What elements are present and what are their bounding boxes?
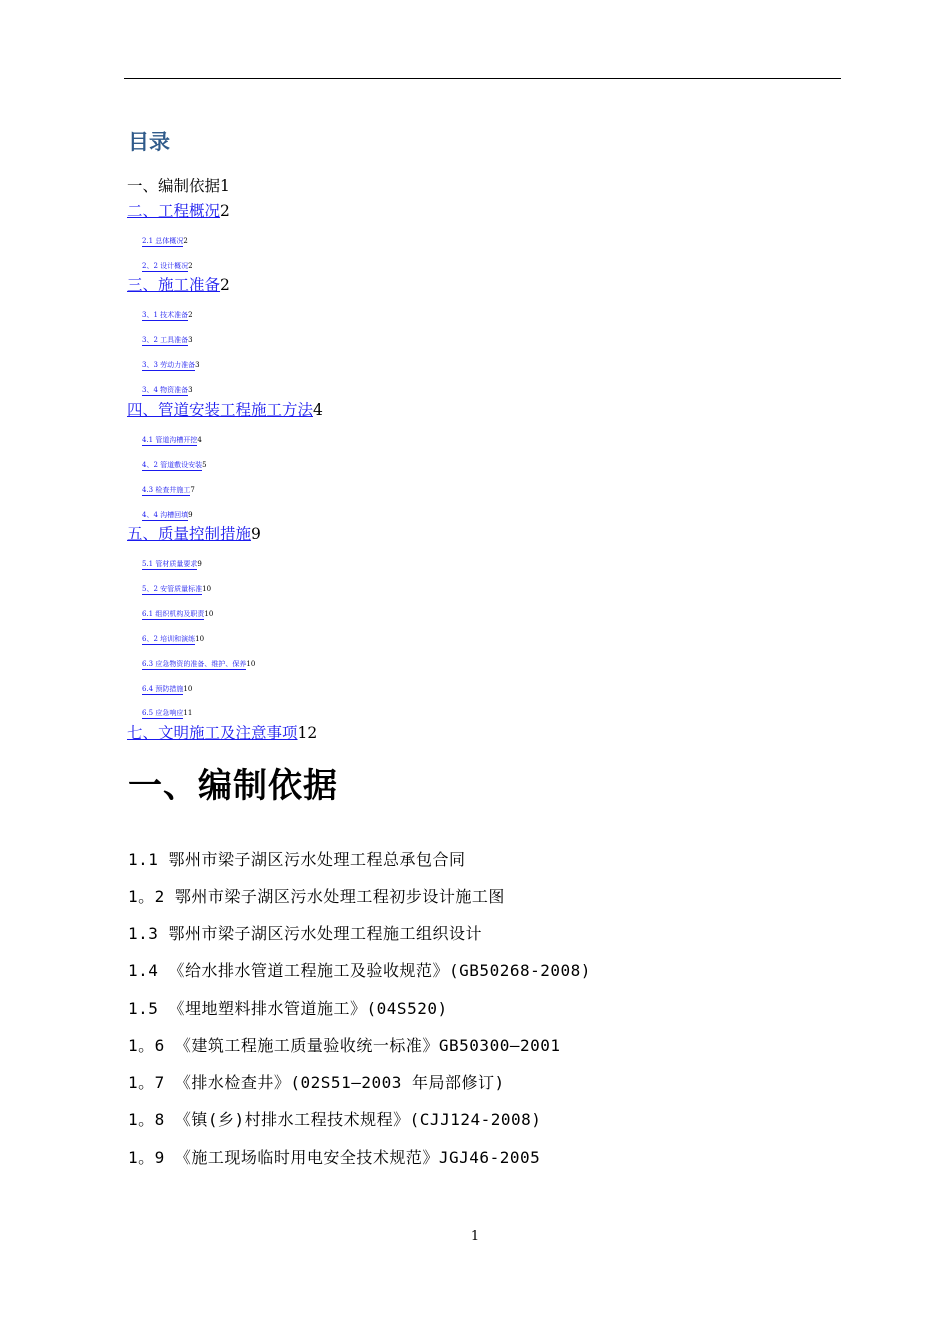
toc-entry-text: 5.1 管材质量要求 — [142, 560, 198, 568]
toc-entry[interactable] — [127, 721, 317, 743]
toc-entry-text: 三、施工准备 — [127, 276, 221, 294]
toc-entry-page: 5 — [202, 461, 207, 469]
toc-entry-text: 3、1 技术准备 — [142, 311, 189, 319]
toc-entry-text: 6.3 应急物资的准备、维护、保养 — [142, 660, 247, 668]
toc-entry-page: 10 — [246, 660, 256, 668]
toc-title: 目录 — [128, 130, 170, 154]
toc-entry[interactable] — [142, 708, 192, 718]
reference-item: 1。2 鄂州市梁子湖区污水处理工程初步设计施工图 — [128, 887, 505, 906]
reference-item: 1。8 《镇(乡)村排水工程技术规程》(CJJ124-2008) — [128, 1110, 542, 1129]
toc-entry[interactable] — [142, 510, 193, 520]
toc-entry-text: 6.1 组织机构及职责 — [142, 610, 205, 618]
toc-entry-text: 五、质量控制措施 — [127, 525, 252, 543]
toc-entry-page: 11 — [183, 709, 193, 717]
toc-entry[interactable] — [142, 435, 202, 445]
toc-entry[interactable] — [142, 310, 193, 320]
toc-entry-page: 2 — [188, 262, 193, 270]
toc-entry-page: 9 — [188, 511, 193, 519]
toc-entry-page: 10 — [204, 610, 214, 618]
toc-entry-page: 2 — [220, 276, 230, 294]
section-heading: 一、编制依据 — [128, 766, 338, 806]
toc-entry-page: 3 — [195, 361, 200, 369]
reference-item: 1.1 鄂州市梁子湖区污水处理工程总承包合同 — [128, 850, 466, 869]
toc-entry-text: 6.5 应急响应 — [142, 709, 184, 717]
toc-entry-text: 6.4 预防措施 — [142, 685, 184, 693]
reference-item: 1。7 《排水检查井》(02S51—2003 年局部修订) — [128, 1073, 505, 1092]
toc-entry[interactable] — [142, 261, 193, 271]
toc-entry[interactable] — [142, 460, 207, 470]
toc-entry[interactable] — [142, 609, 213, 619]
toc-entry[interactable] — [142, 485, 195, 495]
reference-item: 1.4 《给水排水管道工程施工及验收规范》(GB50268-2008) — [128, 961, 591, 980]
toc-entry[interactable] — [142, 584, 211, 594]
toc-entry[interactable] — [142, 385, 193, 395]
toc-entry-page: 4 — [197, 436, 202, 444]
toc-entry-page: 7 — [190, 486, 195, 494]
toc-entry-page: 3 — [188, 386, 193, 394]
page-number: 1 — [470, 1229, 480, 1244]
toc-entry[interactable] — [142, 236, 188, 246]
toc-entry-text: 4、2 管道敷设安装 — [142, 461, 203, 469]
toc-entry-page: 9 — [197, 560, 202, 568]
toc-entry-text: 6、2 培训和演练 — [142, 635, 196, 643]
reference-item: 1.3 鄂州市梁子湖区污水处理工程施工组织设计 — [128, 924, 483, 943]
toc-entry-page: 10 — [183, 685, 193, 693]
toc-entry-text: 4.1 管道沟槽开挖 — [142, 436, 198, 444]
toc-entry-text: 四、管道安装工程施工方法 — [127, 401, 314, 419]
toc-entry-text: 4、4 沟槽回填 — [142, 511, 189, 519]
toc-entry[interactable] — [127, 174, 230, 196]
toc-entry-page: 12 — [297, 724, 318, 742]
toc-entry-page: 4 — [313, 401, 323, 419]
toc-entry[interactable] — [127, 522, 261, 544]
toc-entry-text: 一、编制依据 — [127, 177, 221, 195]
toc-entry-page: 2 — [183, 237, 188, 245]
toc-entry-page: 1 — [220, 177, 230, 195]
toc-entry-text: 5、2 安管质量标准 — [142, 585, 203, 593]
toc-entry[interactable] — [142, 335, 193, 345]
toc-entry-page: 2 — [220, 202, 230, 220]
toc-entry-text: 3、3 劳动力准备 — [142, 361, 196, 369]
toc-entry-page: 9 — [251, 525, 261, 543]
toc-entry[interactable] — [142, 360, 200, 370]
toc-entry[interactable] — [142, 659, 255, 669]
toc-entry-page: 3 — [188, 336, 193, 344]
toc-entry-text: 2、2 设计概况 — [142, 262, 189, 270]
header-rule — [124, 78, 841, 79]
toc-entry-text: 二、工程概况 — [127, 202, 221, 220]
toc-entry[interactable] — [127, 273, 230, 295]
toc-entry-text: 3、2 工具准备 — [142, 336, 189, 344]
reference-item: 1。9 《施工现场临时用电安全技术规范》JGJ46-2005 — [128, 1148, 541, 1167]
toc-entry[interactable] — [142, 634, 204, 644]
toc-entry-page: 10 — [202, 585, 212, 593]
toc-entry-text: 2.1 总体概况 — [142, 237, 184, 245]
toc-entry[interactable] — [127, 398, 323, 420]
toc-entry[interactable] — [142, 559, 202, 569]
toc-entry-text: 4.3 检查井施工 — [142, 486, 191, 494]
toc-entry-page: 2 — [188, 311, 193, 319]
toc-entry[interactable] — [142, 684, 192, 694]
reference-item: 1.5 《埋地塑料排水管道施工》(04S520) — [128, 999, 448, 1018]
toc-entry-page: 10 — [195, 635, 205, 643]
reference-item: 1。6 《建筑工程施工质量验收统一标准》GB50300—2001 — [128, 1036, 561, 1055]
toc-entry-text: 3、4 物资准备 — [142, 386, 189, 394]
toc-entry-text: 七、文明施工及注意事项 — [127, 724, 298, 742]
toc-entry[interactable] — [127, 199, 230, 221]
